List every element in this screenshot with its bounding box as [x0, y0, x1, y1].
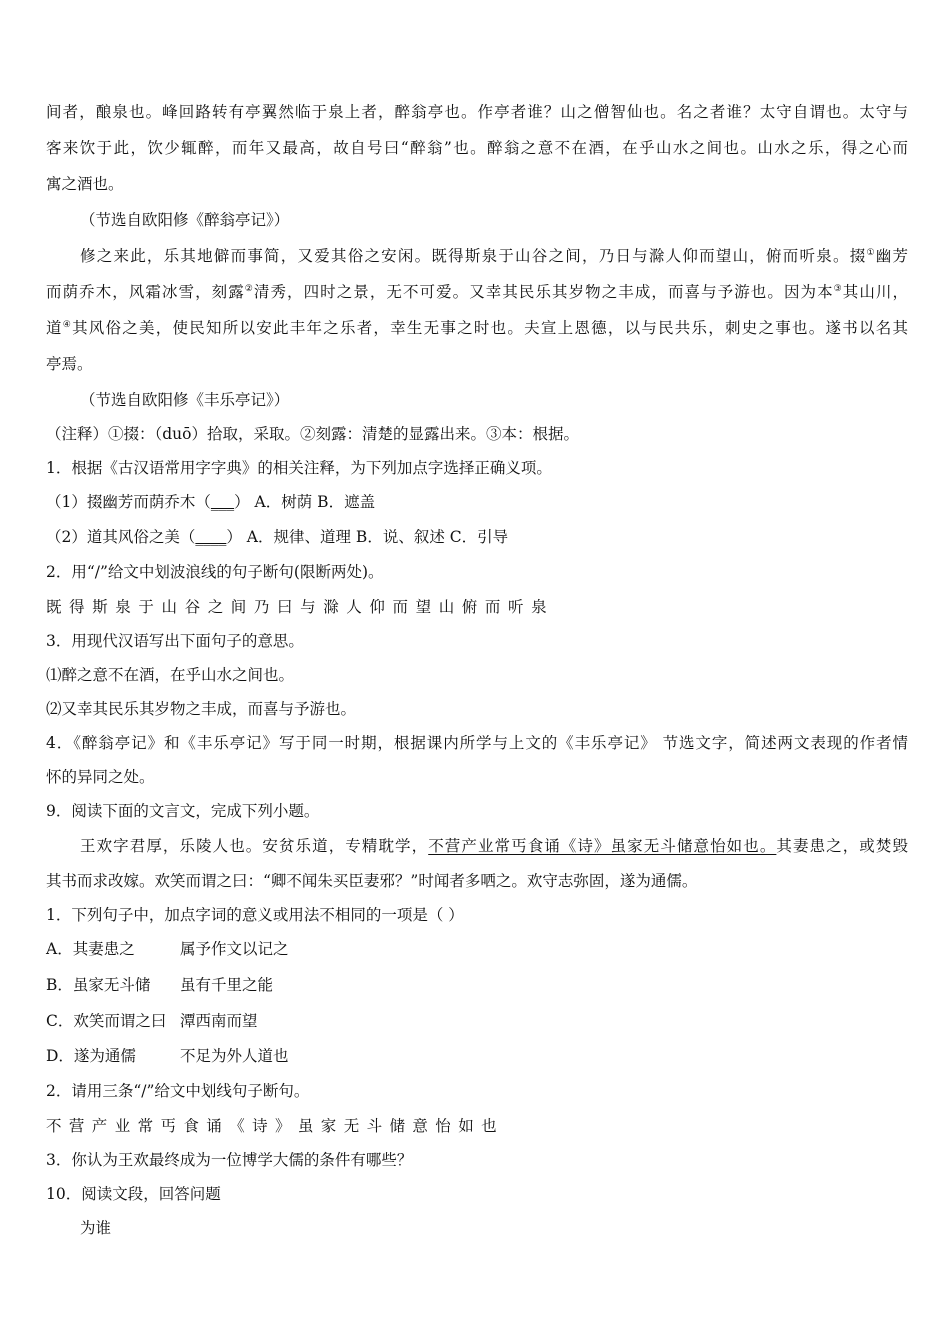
passage2-line3: 道④其风俗之美，使民知所以安此丰年之乐者，幸生无事之时也。夫宣上恩德，以与民共乐，刺史之事也。遂书以名其 [46, 319, 908, 337]
q10-title: 10．阅读文段，回答问题 [46, 1185, 221, 1203]
q9-underlined-sentence: 不营产业常丐食诵《诗》虽家无斗储意怡如也。 [428, 837, 777, 855]
q9-title: 9．阅读下面的文言文，完成下列小题。 [46, 802, 320, 820]
q8-question-4-line1: 4．《醉翁亭记》和《丰乐亭记》写于同一时期，根据课内所学与上文的《丰乐亭记》 节选文字，简述两文表现的作者情 [46, 734, 908, 752]
q9-option-d: D．遂为通儒 不足为外人道也 [46, 1047, 289, 1065]
q9-question-1: 1．下列句子中，加点字词的意义或用法不相同的一项是（ ） [46, 906, 464, 924]
annotation-note: （注释）①掇：（duō）拾取，采取。②刻露：清楚的显露出来。③本：根据。 [46, 425, 579, 443]
q9-question-2: 2．请用三条“/”给文中划线句子断句。 [46, 1082, 310, 1100]
q8-question-1-1: （1）掇幽芳而荫乔木（___） A．树荫 B．遮盖 [46, 493, 376, 511]
q9-option-c: C．欢笑而谓之曰 潭西南而望 [46, 1012, 258, 1030]
passage2-line2: 而荫乔木，风霜冰雪，刻露②清秀，四时之景，无不可爱。又幸其民乐其岁物之丰成，而喜与予游也。因为本③其山川， [46, 283, 908, 301]
q8-question-2-text: 既得斯泉于山谷之间乃曰与滁人仰而望山俯而听泉 [46, 598, 555, 616]
passage2-line1: 修之来此，乐其地僻而事简，又爱其俗之安闲。既得斯泉于山谷之间，乃日与滁人仰而望山，俯而听泉。掇①幽芳 [80, 247, 908, 265]
passage1-line1: 间者，酿泉也。峰回路转有亭翼然临于泉上者，醉翁亭也。作亭者谁？山之僧智仙也。名之者谁？太守自谓也。太守与 [46, 103, 908, 121]
q8-question-1-2: （2）道其风俗之美（____） A．规律、道理 B．说、叙述 C．引导 [46, 528, 509, 546]
q8-question-2: 2．用“/”给文中划波浪线的句子断句(限断两处)。 [46, 563, 384, 581]
q8-question-4-line2: 怀的异同之处。 [46, 768, 155, 786]
q8-question-3: 3．用现代汉语写出下面句子的意思。 [46, 632, 304, 650]
q9-option-a: A．其妻患之 属予作文以记之 [46, 940, 289, 958]
q9-question-2-text: 不营产业常丐食诵《诗》虽家无斗储意怡如也 [46, 1117, 505, 1135]
q8-question-3-1: ⑴醉之意不在酒，在乎山水之间也。 [46, 666, 295, 684]
passage2-line4: 亭焉。 [46, 355, 93, 373]
q8-question-1: 1．根据《古汉语常用字字典》的相关注释，为下列加点字选择正确义项。 [46, 459, 552, 477]
passage1-source: （节选自欧阳修《醉翁亭记》） [80, 211, 290, 229]
passage1-line3: 寓之酒也。 [46, 175, 124, 193]
passage2-source: （节选自欧阳修《丰乐亭记》） [80, 391, 290, 409]
q10-subtitle: 为谁 [80, 1219, 112, 1237]
q9-passage-line2: 其书而求改嫁。欢笑而谓之曰：“卿不闻朱买臣妻邪？”时闻者多哂之。欢守志弥固，遂为通儒。 [46, 872, 698, 890]
passage1-line2: 客来饮于此，饮少辄醉，而年又最高，故自号曰“醉翁”也。醉翁之意不在酒，在乎山水之间也。山水之乐，得之心而 [46, 139, 908, 157]
q9-question-3: 3．你认为王欢最终成为一位博学大儒的条件有哪些？ [46, 1151, 413, 1169]
q9-passage-line1: 王欢字君厚，乐陵人也。安贫乐道，专精耽学，不营产业常丐食诵《诗》虽家无斗储意怡如也。其妻患之，或焚毁 [80, 837, 908, 855]
q8-question-3-2: ⑵又幸其民乐其岁物之丰成，而喜与予游也。 [46, 700, 357, 718]
q9-option-b: B．虽家无斗储 虽有千里之能 [46, 976, 274, 994]
